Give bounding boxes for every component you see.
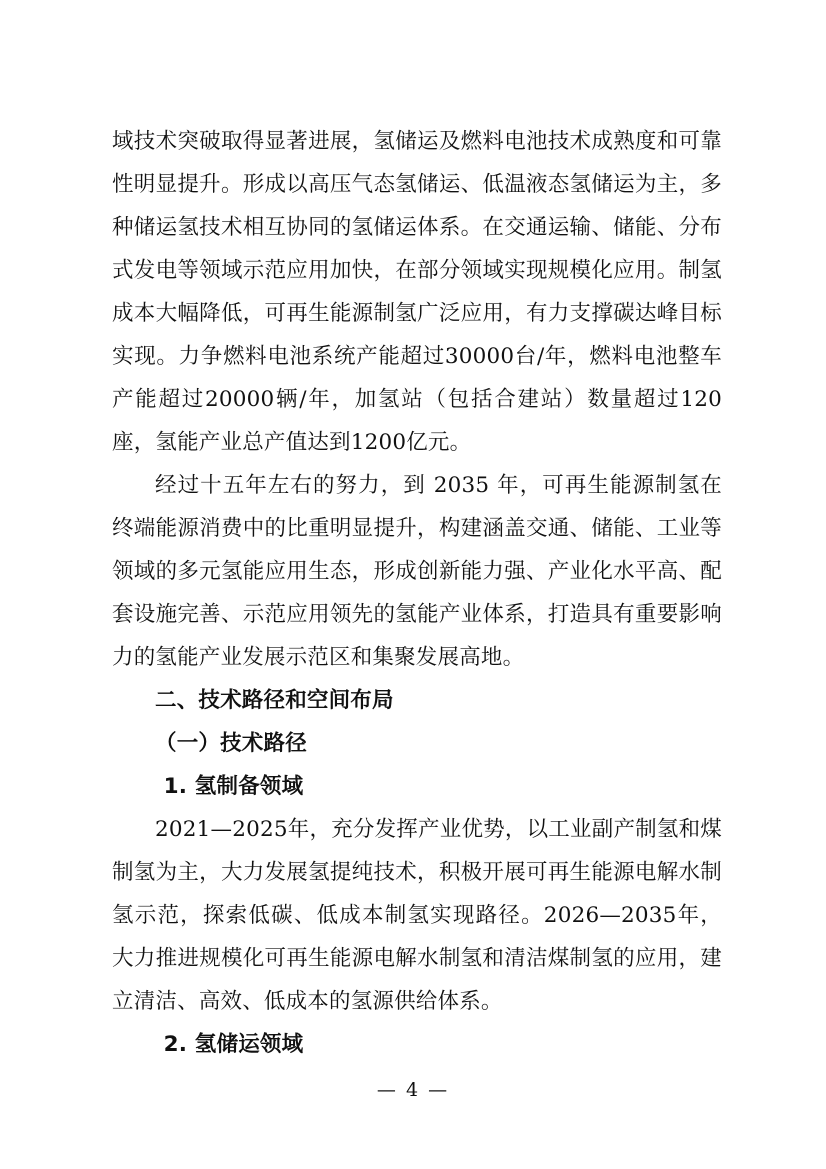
paragraph-2035-goal: 经过十五年左右的努力，到 2035 年，可再生能源制氢在终端能源消费中的比重明显提升，构建涵盖交通、储能、工业等领域的多元氢能应用生态，形成创新能力强、产业化水平高、配套设施完善、示范应用领先的氢能产业体系，打造具有重要影响力的氢能产业发展示范区和集聚发展高地。 xyxy=(112,473,722,670)
paragraph-hydrogen-production-detail: 2021—2025年，充分发挥产业优势，以工业副产制氢和煤制氢为主，大力发展氢提纯技术，积极开展可再生能源电解水制氢示范，探索低碳、低成本制氢实现路径。2026—2035年，大力推进规模化可再生能源电解水制氢和清洁煤制氢的应用，建立清洁、高效、低成本的氢源供给体系。 xyxy=(112,817,722,1014)
section-heading-technical-path-and-spatial-layout: 二、技术路径和空间布局 xyxy=(155,688,394,713)
item-heading-hydrogen-storage-transport: 2. 氢储运领域 xyxy=(163,1032,304,1057)
document-body xyxy=(112,120,722,1066)
item-heading-hydrogen-production: 1. 氢制备领域 xyxy=(163,774,304,799)
page-number: — 4 — xyxy=(376,1079,450,1101)
paragraph-continuation: 域技术突破取得显著进展，氢储运及燃料电池技术成熟度和可靠性明显提升。形成以高压气态氢储运、低温液态氢储运为主，多种储运氢技术相互协同的氢储运体系。在交通运输、储能、分布式发电等领域示范应用加快，在部分领域实现规模化应用。制氢成本大幅降低，可再生能源制氢广泛应用，有力支撑碳达峰目标实现。力争燃料电池系统产能超过30000台/年，燃料电池整车产能超过20000辆/年，加氢站（包括合建站）数量超过120座，氢能产业总产值达到1200亿元。 xyxy=(112,129,722,455)
subsection-heading-technical-path: （一）技术路径 xyxy=(155,731,307,756)
